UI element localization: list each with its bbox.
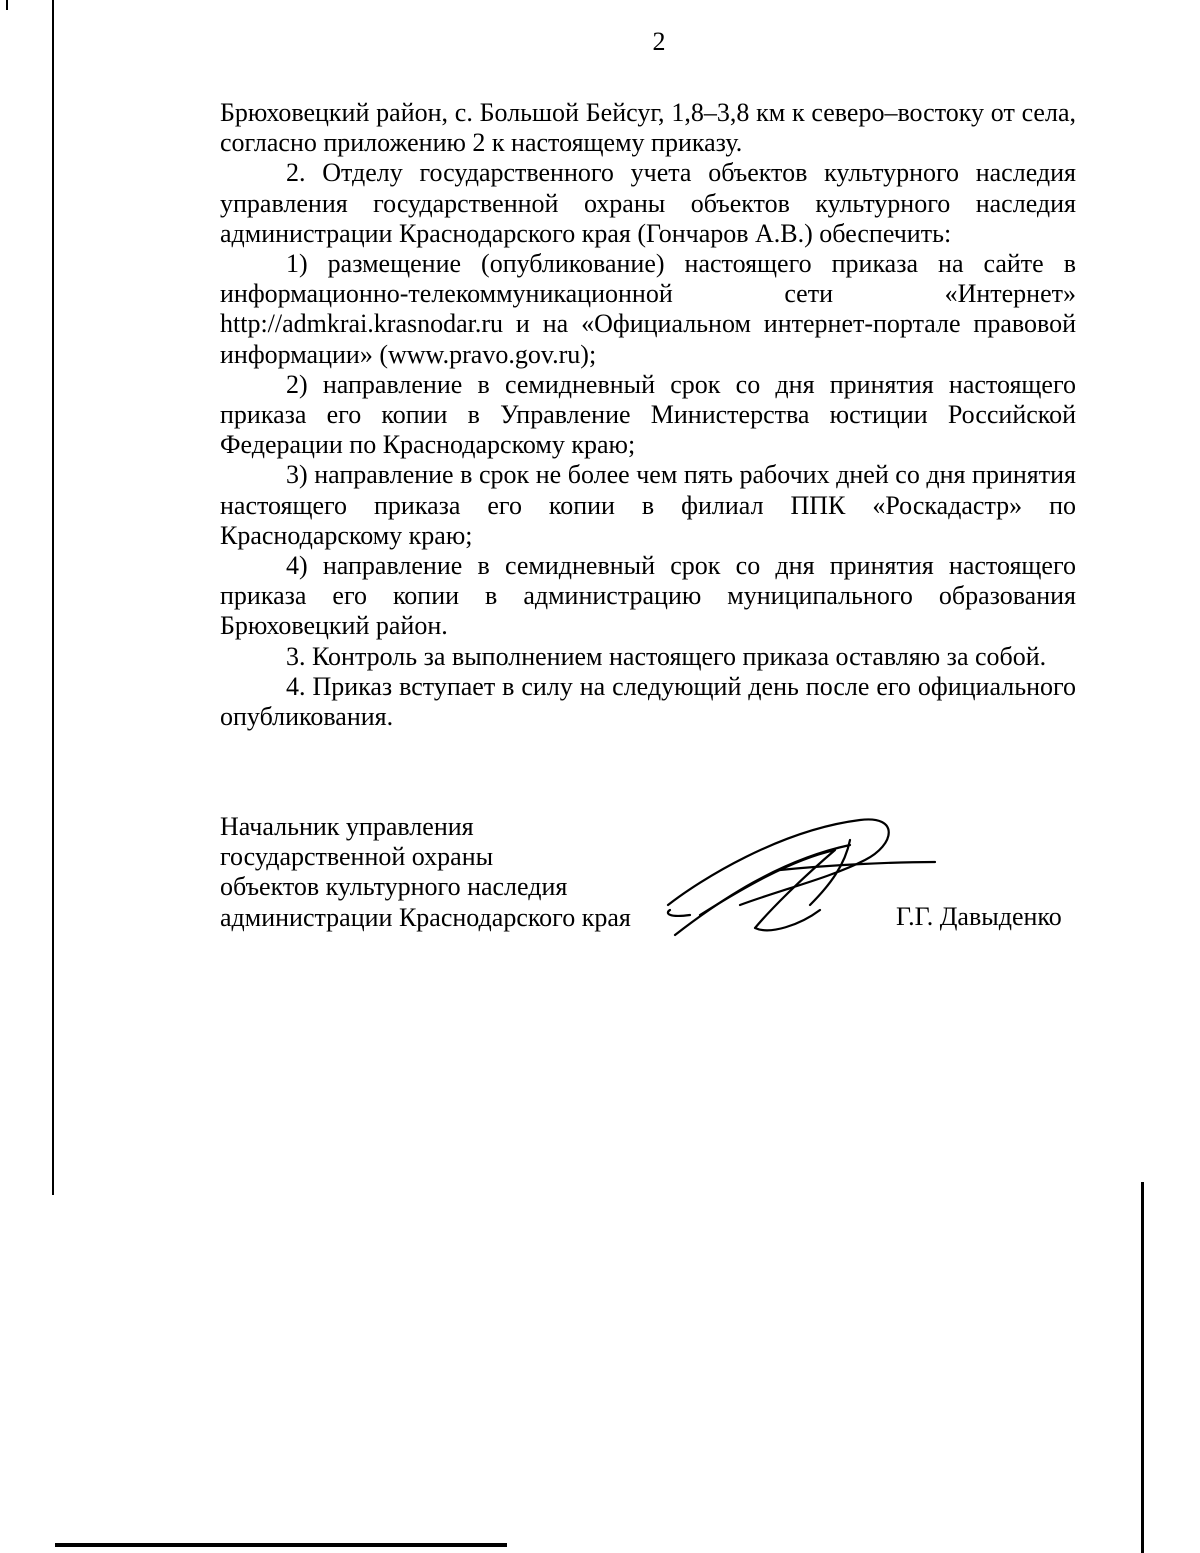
signatory-position xyxy=(220,812,631,933)
paragraph-item-4: 4. Приказ вступает в силу на следующий день после его официального опубликования. xyxy=(220,671,1076,732)
document-body xyxy=(220,98,1076,732)
paragraph-item-2: 2. Отделу государственного учета объектов культурного наследия управления государственной охраны объектов культурного наследия администрации Краснодарского края (Гончаров А.В.) обеспечить: xyxy=(220,158,1076,248)
paragraph-item-3: 3. Контроль за выполнением настоящего приказа оставляю за собой. xyxy=(286,641,1047,671)
position-line: объектов культурного наследия xyxy=(220,872,568,902)
scan-border-bottom xyxy=(55,1543,507,1547)
paragraph-subitem-3: 3) направление в срок не более чем пять рабочих дней со дня принятия настоящего приказа его копии в филиал ППК «Роскадастр» по Краснодарскому краю; xyxy=(220,460,1076,550)
paragraph-continuation: Брюховецкий район, с. Большой Бейсуг, 1,8–3,8 км к северо–востоку от села, согласно приложению 2 к настоящему приказу. xyxy=(220,98,1076,158)
position-line: Начальник управления xyxy=(220,812,474,841)
paragraph-subitem-1: 1) размещение (опубликование) настоящего приказа на сайте в информационно-телекоммуникационной сети «Интернет» http://admkrai.krasnodar.ru и на «Официальном интернет-портале правовой информации» (www.pravo.gov.ru); xyxy=(220,249,1076,369)
paragraph-subitem-4: 4) направление в семидневный срок со дня принятия настоящего приказа его копии в администрацию муниципального образования Брюховецкий район. xyxy=(220,551,1076,641)
scan-border-right xyxy=(1141,1182,1144,1553)
paragraph-subitem-2: 2) направление в семидневный срок со дня принятия настоящего приказа его копии в Управление Министерства юстиции Российской Федерации по Краснодарскому краю; xyxy=(220,369,1076,460)
signer-name: Г.Г. Давыденко xyxy=(896,902,1062,931)
scan-border-left xyxy=(52,0,54,1195)
scan-artifact-mark xyxy=(6,0,8,10)
position-line: государственной охраны xyxy=(220,842,494,872)
position-line: администрации Краснодарского края xyxy=(220,902,631,932)
page-number: 2 xyxy=(652,27,666,56)
